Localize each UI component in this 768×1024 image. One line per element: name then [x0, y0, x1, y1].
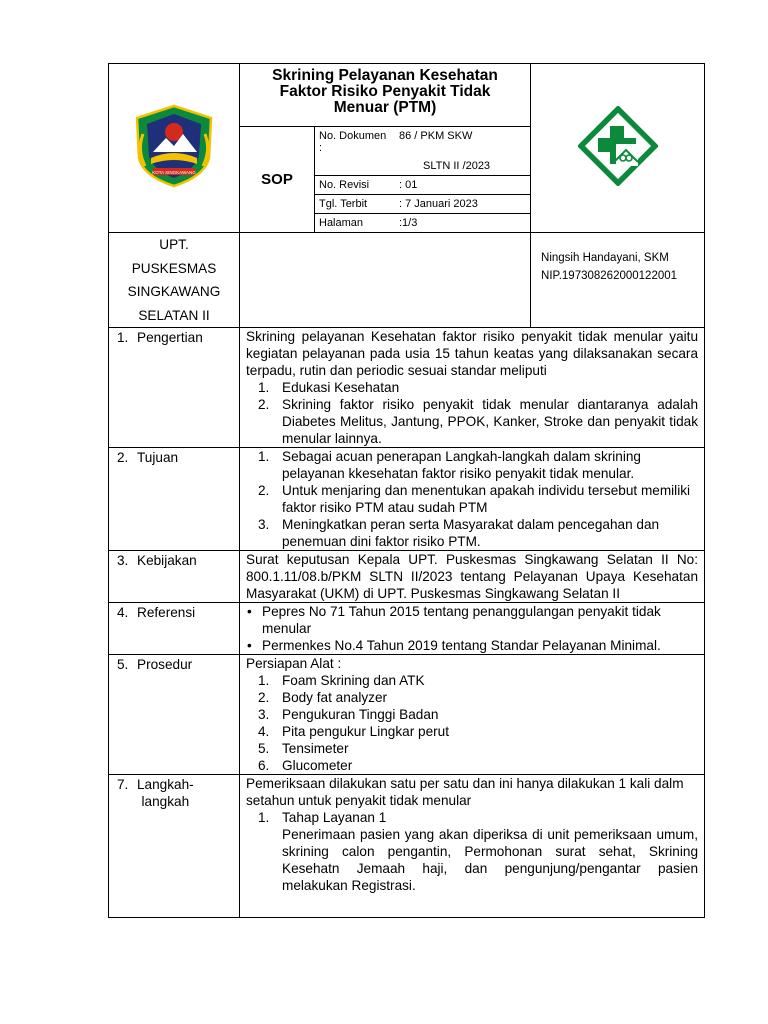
meta-label: No. Revisi: [315, 176, 395, 195]
list-item: Tensimeter: [282, 741, 349, 756]
signer-name: Ningsih Handayani, SKM: [541, 252, 669, 264]
svg-text:KOTA SINGKAWANG: KOTA SINGKAWANG: [152, 170, 196, 175]
signer-nip: NIP.197308262000122001: [541, 270, 678, 282]
right-logo-cell: [531, 64, 705, 233]
list-item: Foam Skrining dan ATK: [282, 673, 425, 688]
singkawang-coat-of-arms-icon: [131, 104, 217, 188]
meta-value: 86 / PKM SKW: [399, 130, 473, 142]
sop-label: SOP: [240, 127, 315, 233]
section-label-langkah: 7. Langkah- langkah: [109, 775, 240, 918]
section-content-tujuan: 1. Sebagai acuan penerapan Langkah-langkah dalam skrining pelayanan kkesehatan faktor risiko penyakit tidak menular. 2. Untuk menjaring dan menentukan apakah individu tersebut memiliki faktor risiko PTM atau sudah PTM 3. Meningkatkan peran serta Masyarakat dalam pencegahan dan penemuan dini faktor risiko PTM.: [240, 448, 705, 551]
meta-label: Tgl. Terbit: [315, 195, 395, 214]
meta-value: SLTN II /2023: [395, 157, 530, 176]
meta-label: [315, 157, 395, 176]
section-content-prosedur: Persiapan Alat : 1. Foam Skrining dan ATK 2. Body fat analyzer 3. Pengukuran Tinggi Badan 4. Pita pengukur Lingkar perut 5. Tensimeter 6. Glucometer: [240, 655, 705, 775]
meta-label: No. Dokumen :: [319, 130, 387, 154]
institution-name: UPT. PUSKESMAS SINGKAWANG SELATAN II: [109, 233, 240, 328]
sop-document: [108, 63, 704, 918]
section-label-prosedur: 5. Prosedur: [109, 655, 240, 775]
section-content-langkah: Pemeriksaan dilakukan satu per satu dan ini hanya dilakukan 1 kali dalm setahun untuk penyakit tidak menular 1. Tahap Layanan 1 Penerimaan pasien yang akan diperiksa di unit pemeriksaan umum, skrining calon pengantin, Permohonan surat sehat, Skrining Kesehatn Jemaah haji, dan pengunjung/pengantar pasien melakukan Registrasi.: [240, 775, 705, 918]
document-title: Skrining Pelayanan Kesehatan Faktor Risiko Penyakit Tidak Menuar (PTM): [240, 64, 531, 127]
list-item: Meningkatkan peran serta Masyarakat dalam pencegahan dan penemuan dini faktor risiko PTM.: [282, 517, 660, 549]
list-item-title: Tahap Layanan 1: [282, 810, 387, 825]
section-label-kebijakan: 3. Kebijakan: [109, 551, 240, 603]
list-item: Sebagai acuan penerapan Langkah-langkah dalam skrining pelayanan kkesehatan faktor risiko penyakit tidak menular.: [282, 449, 641, 481]
section-label-pengertian: 1. Pengertian: [109, 328, 240, 448]
left-logo-cell: [109, 64, 240, 233]
list-item: Pepres No 71 Tahun 2015 tentang penanggulangan penyakit tidak menular: [262, 604, 661, 636]
document-meta: [315, 127, 531, 233]
list-item: Edukasi Kesehatan: [282, 380, 400, 395]
signature-block: [531, 233, 705, 328]
list-item: Pita pengukur Lingkar perut: [282, 724, 450, 739]
section-content-kebijakan: Surat keputusan Kepala UPT. Puskesmas Singkawang Selatan II No: 800.1.11/08.b/PKM SLTN II/2023 tentang Pelayanan Upaya Kesehatan Masyarakat (UKM) di UPT. Puskesmas Singkawang Selatan II: [240, 551, 705, 603]
puskesmas-logo-icon: [578, 106, 658, 186]
meta-value: :1/3: [395, 214, 530, 233]
meta-label: Halaman: [315, 214, 395, 233]
list-item: Pengukuran Tinggi Badan: [282, 707, 439, 722]
section-label-tujuan: 2. Tujuan: [109, 448, 240, 551]
section-content-pengertian: Skrining pelayanan Kesehatan faktor risiko penyakit tidak menular yaitu kegiatan pelayanan pada usia 15 tahun keatas yang dilaksanakan secara terpadu, rutin dan periodic sesuai standar meliputi 1. Edukasi Kesehatan 2. Skrining faktor risiko penyakit tidak menular diantaranya adalah Diabetes Melitus, Jantung, PPOK, Kanker, Stroke dan penyakit tidak menular lainnya.: [240, 328, 705, 448]
list-item-body: Penerimaan pasien yang akan diperiksa di unit pemeriksaan umum, skrining calon pengantin, Permohonan surat sehat, Skrining Kesehatn Jemaah haji, dan pengunjung/pengantar pasien melakukan Registrasi.: [282, 827, 699, 893]
section-label-referensi: 4. Referensi: [109, 603, 240, 655]
list-item: Glucometer: [282, 758, 353, 773]
list-item: Permenkes No.4 Tahun 2019 tentang Standar Pelayanan Minimal.: [262, 638, 661, 653]
list-item: Skrining faktor risiko penyakit tidak menular diantaranya adalah Diabetes Melitus, Jantung, PPOK, Kanker, Stroke dan penyakit tidak menular lainnya.: [282, 397, 699, 446]
list-item: Body fat analyzer: [282, 690, 388, 705]
section-content-referensi: • Pepres No 71 Tahun 2015 tentang penanggulangan penyakit tidak menular • Permenkes No.4 Tahun 2019 tentang Standar Pelayanan Minimal.: [240, 603, 705, 655]
meta-value: : 01: [395, 176, 530, 195]
list-item: Untuk menjaring dan menentukan apakah individu tersebut memiliki faktor risiko PTM atau sudah PTM: [282, 483, 691, 515]
meta-value: : 7 Januari 2023: [395, 195, 530, 214]
signature-blank: [240, 233, 531, 328]
sop-table: [108, 63, 705, 918]
